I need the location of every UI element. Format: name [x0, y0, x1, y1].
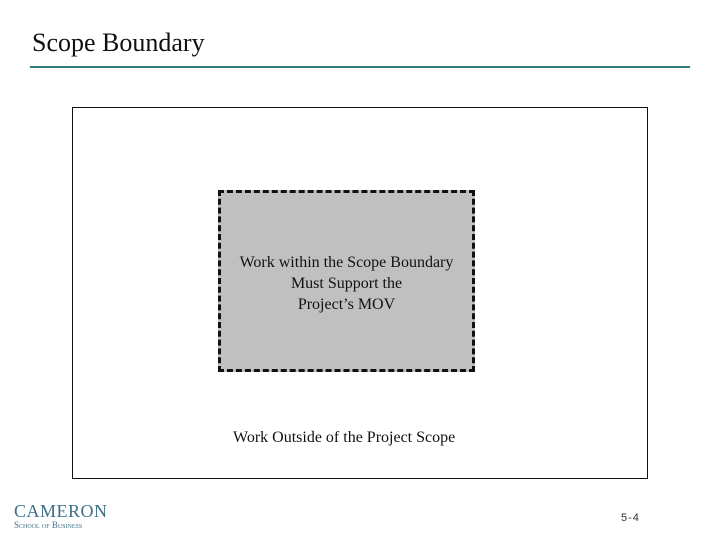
logo-name: CAMERON — [14, 501, 108, 521]
outside-scope-label: Work Outside of the Project Scope — [233, 429, 456, 446]
scope-label-line-3: Project’s MOV — [297, 296, 396, 313]
cameron-logo — [14, 502, 108, 531]
scope-label-line-1: Work within the Scope Boundary — [239, 254, 454, 271]
scope-label-line-2: Must Support the — [290, 275, 403, 292]
page-number: 5-4 — [621, 512, 640, 524]
slide-title: Scope Boundary — [32, 28, 205, 57]
logo-subtitle: School of Business — [14, 520, 83, 530]
title-divider — [30, 66, 690, 68]
scope-boundary-label — [218, 252, 475, 315]
